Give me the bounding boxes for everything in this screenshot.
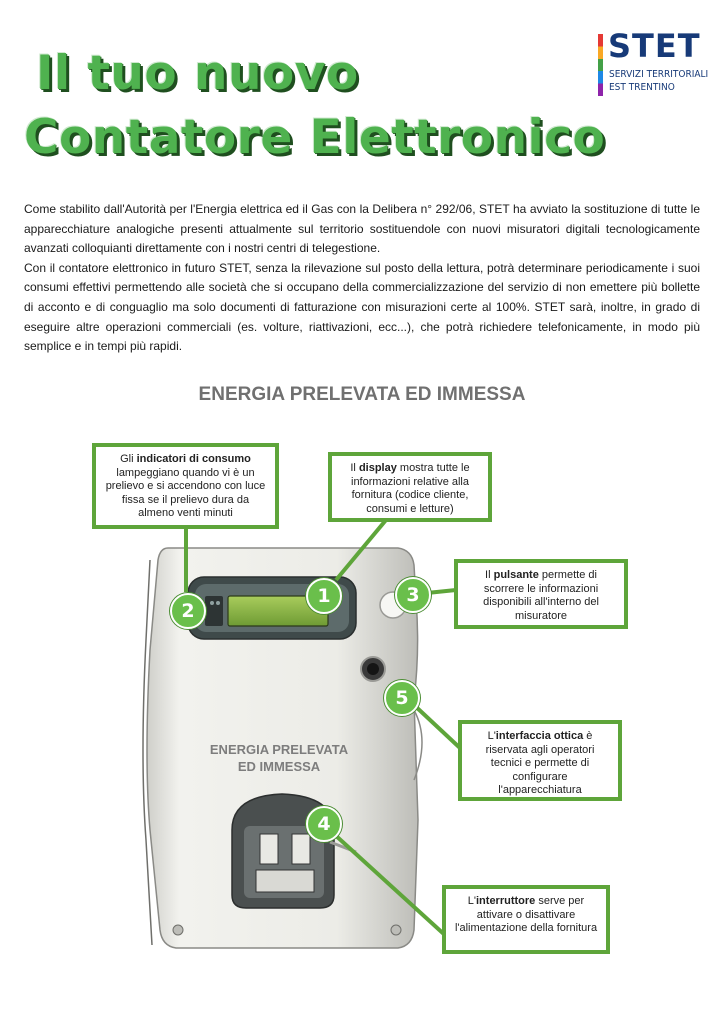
screw-left	[173, 925, 183, 935]
callout-1-bold: display	[358, 462, 397, 474]
badge-1: 1	[306, 578, 342, 614]
screw-right	[391, 925, 401, 935]
callout-optical-interface	[458, 720, 622, 801]
callout-5-bold: interfaccia ottica	[495, 730, 584, 742]
callout-3-pre: Il	[485, 569, 494, 581]
intro-paragraph-2: Con il contatore elettronico in futuro STET, senza la rilevazione sul posto della lettura, potrà determinare periodicamente i suoi consumi effettivi permettendo alle società che si occupano della commercializzazione del servizio di non emettere più bollette di acconto e di conguaglio ma solo documenti di fatturazione con misurazioni certe al 100%. STET sarà, inoltre, in grado di eseguire altre operazioni commerciali (es. volture, riattivazioni, ecc...), che potrà richiedere telefonicamente, in modo più semplice e in tempi più rapidi.	[24, 260, 700, 354]
badge-4: 4	[306, 806, 342, 842]
callout-1-post: mostra tutte le informazioni relative alla fornitura (codice cliente, consumi e letture)	[351, 462, 470, 515]
callout-display	[328, 452, 492, 522]
logo-subtitle-2: EST TRENTINO	[609, 82, 675, 93]
section-heading: ENERGIA PRELEVATA ED IMMESSA	[198, 384, 526, 405]
callout-4-post: serve per attivare o disattivare l'alimentazione della fornitura	[454, 895, 598, 934]
consumption-indicators	[205, 596, 223, 626]
callout-3-bold: pulsante	[493, 569, 539, 581]
callout-4-pre: L'	[467, 895, 476, 907]
meter-label-line-1: ENERGIA PRELEVATA	[209, 742, 349, 757]
callout-5-post: è riservata agli operatori tecnici e permette di configurare l'apparecchiatura	[485, 730, 595, 796]
logo-name: STET	[608, 27, 701, 65]
callout-3-post: permette di scorrere le informazioni disponibili all'interno del misuratore	[483, 569, 599, 622]
badge-5: 5	[384, 680, 420, 716]
callout-switch	[442, 885, 610, 954]
callout-button	[454, 559, 628, 629]
badge-2: 2	[170, 593, 206, 629]
callout-1-pre: Il	[350, 462, 359, 474]
callout-2-pre: Gli	[120, 453, 137, 465]
meter-label-line-2: ED IMMESSA	[237, 759, 321, 774]
callout-consumption-indicators	[92, 443, 279, 529]
callout-2-post: lampeggiano quando vi è un prelievo e si accendono con luce fissa se il prelievo dura da almeno venti minuti	[105, 466, 266, 519]
intro-paragraph-1: Come stabilito dall'Autorità per l'Energia elettrica ed il Gas con la Delibera n° 292/06, STET ha avviato la sostituzione di tutte le apparecchiature analogiche presenti attualmente sul territorio sostituendole con nuovi misuratori digitali tecnologicamente avanzati colloquianti direttamente con i nostri centri di telegestione.	[24, 202, 700, 256]
switch-lever-right	[292, 834, 310, 864]
callout-4-bold: interruttore	[476, 895, 536, 907]
title-line-1: Il tuo nuovo	[36, 46, 359, 101]
switch-lever-left	[260, 834, 278, 864]
logo-subtitle-1: SERVIZI TERRITORIALI	[609, 69, 709, 80]
connector-3	[427, 590, 456, 593]
meter-label	[186, 741, 372, 775]
callout-2-bold: indicatori di consumo	[136, 453, 251, 465]
callout-5-pre: L'	[487, 730, 496, 742]
badge-3: 3	[395, 577, 431, 613]
title-line-2: Contatore Elettronico	[24, 110, 606, 165]
